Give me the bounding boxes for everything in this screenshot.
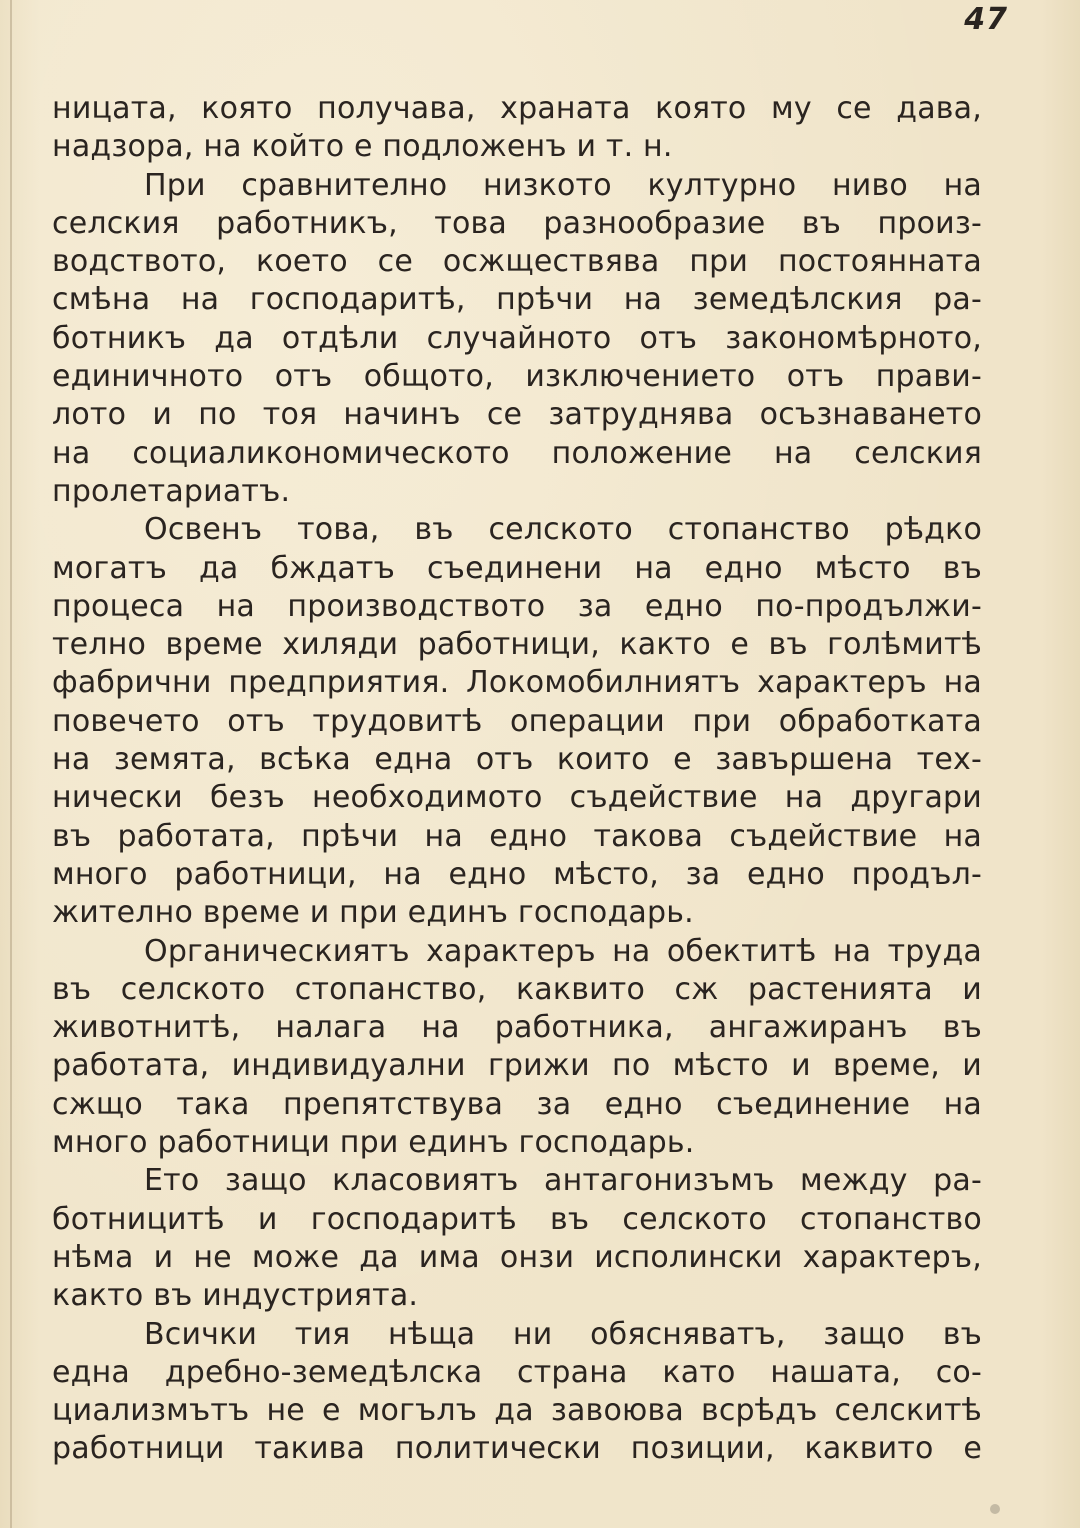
text-line: При сравнително низкото културно ниво на <box>144 167 982 203</box>
text-line: много работници, на едно мѣсто, за едно продъл- <box>52 856 982 892</box>
text-line: повечето отъ трудовитѣ операции при обработката <box>52 703 982 739</box>
text-line: работата, индивидуални грижи по мѣсто и време, и <box>52 1048 982 1084</box>
text-line: Освенъ това, въ селското стопанство рѣдко <box>144 512 982 548</box>
text-line: водството, което се осжществява при постоянната <box>52 244 982 280</box>
text-line: на земята, всѣка една отъ които е завършена тех- <box>52 742 982 778</box>
text-line: ницата, която получава, храната която му се дава, <box>52 91 982 126</box>
text-line: работници такива политически позиции, каквито е <box>52 1431 982 1467</box>
text-line: пролетариатъ. <box>52 473 291 509</box>
text-line: Ето защо класовиятъ антагонизъмъ между ра- <box>144 1163 982 1199</box>
text-line: въ работата, прѣчи на едно такова съдействие на <box>52 818 982 854</box>
text-line: смѣна на господаритѣ, прѣчи на земедѣлския ра- <box>52 282 982 318</box>
text-line: надзора, на който е подложенъ и т. н. <box>52 129 673 165</box>
text-line: въ селското стопанство, каквито сж растенията и <box>52 971 982 1007</box>
text-line: циализмътъ не е могълъ да завоюва всрѣдъ селскитѣ <box>52 1393 982 1429</box>
text-line: Органическиятъ характеръ на обектитѣ на труда <box>144 933 982 969</box>
text-line: както въ индустрията. <box>52 1278 419 1314</box>
text-line: животнитѣ, налага на работника, ангажиранъ въ <box>52 1010 982 1046</box>
text-line: ботникъ да отдѣли случайното отъ закономѣрното, <box>52 320 982 356</box>
text-line: Всички тия нѣща ни обясняватъ, защо въ <box>144 1316 982 1352</box>
text-line: много работници при единъ господарь. <box>52 1125 695 1161</box>
text-line: фабрични предприятия. Локомобилниятъ характеръ на <box>52 665 982 701</box>
text-line: лото и по тоя начинъ се затруднява осъзнаването <box>52 397 982 433</box>
text-line: ботницитѣ и господаритѣ въ селското стопанство <box>52 1201 982 1237</box>
text-line: на социаликономическото положение на селския <box>52 435 982 471</box>
text-line: селския работникъ, това разнообразие въ произ- <box>52 205 982 241</box>
text-line: телно време хиляди работници, както е въ голѣмитѣ <box>52 627 982 663</box>
text-line: жително време и при единъ господарь. <box>52 895 694 931</box>
page-text-body <box>52 90 982 1469</box>
text-line: процеса на производството за едно по-продължи- <box>52 588 982 624</box>
text-line: нѣма и не може да има онзи исполински характеръ, <box>52 1239 982 1275</box>
text-line: могатъ да бждатъ съединени на едно мѣсто въ <box>52 550 982 586</box>
text-line: една дребно-земедѣлска страна като нашата, со- <box>52 1354 982 1390</box>
text-line: нически безъ необходимото съдействие на другари <box>52 780 982 816</box>
page-number: 47 <box>964 2 1008 37</box>
text-line: сжщо така препятствува за едно съединение на <box>52 1086 982 1122</box>
text-line: единичното отъ общото, изключението отъ прави- <box>52 359 982 395</box>
paper-speck <box>990 1504 1000 1514</box>
page-binding-edge <box>10 0 12 1528</box>
